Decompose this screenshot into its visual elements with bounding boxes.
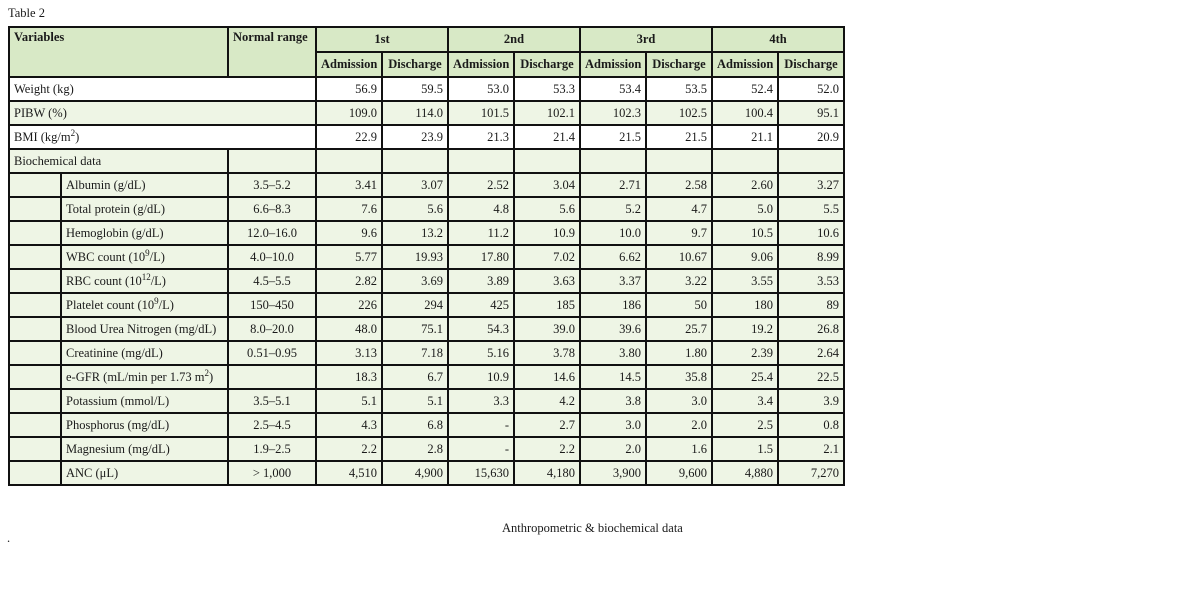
table-caption: Anthropometric & biochemical data (502, 521, 683, 535)
section-label: Biochemical data (9, 149, 228, 173)
value-cell: 53.4 (580, 77, 646, 101)
row-label: e-GFR (mL/min per 1.73 $m^2$) (61, 365, 228, 389)
empty-cell (580, 149, 646, 173)
value-cell: 109.0 (316, 101, 382, 125)
normal-range-cell: 2.5–4.5 (228, 413, 316, 437)
value-cell: 53.0 (448, 77, 514, 101)
value-cell: 102.1 (514, 101, 580, 125)
value-cell: 3.37 (580, 269, 646, 293)
anthropometric-biochemical-table (8, 26, 845, 486)
value-cell: 9,600 (646, 461, 712, 485)
normal-range-cell: 1.9–2.5 (228, 437, 316, 461)
value-cell: 10.9 (448, 365, 514, 389)
value-cell: 5.6 (514, 197, 580, 221)
value-cell: 25.7 (646, 317, 712, 341)
discharge-header: Discharge (646, 52, 712, 77)
value-cell: 2.60 (712, 173, 778, 197)
empty-cell (448, 149, 514, 173)
admission-header: Admission (316, 52, 382, 77)
row-label: Weight (kg) (9, 77, 316, 101)
row-label: Platelet count $(10^9/L)$ (61, 293, 228, 317)
value-cell: 7.02 (514, 245, 580, 269)
indent-cell (9, 221, 61, 245)
row-label: RBC count $(10^{12}/L)$ (61, 269, 228, 293)
value-cell: 2.82 (316, 269, 382, 293)
value-cell: 2.2 (514, 437, 580, 461)
value-cell: 53.5 (646, 77, 712, 101)
value-cell: 10.6 (778, 221, 844, 245)
value-cell: 2.8 (382, 437, 448, 461)
value-cell: 39.0 (514, 317, 580, 341)
value-cell: 3.3 (448, 389, 514, 413)
value-cell: 5.1 (382, 389, 448, 413)
table-row (9, 293, 844, 317)
value-cell: 3.9 (778, 389, 844, 413)
table-row (9, 389, 844, 413)
value-cell: 114.0 (382, 101, 448, 125)
value-cell: 53.3 (514, 77, 580, 101)
indent-cell (9, 293, 61, 317)
group-header-2nd: 2nd (448, 27, 580, 52)
table-row (9, 221, 844, 245)
value-cell: 6.7 (382, 365, 448, 389)
table-row (9, 269, 844, 293)
value-cell: 20.9 (778, 125, 844, 149)
empty-cell (228, 149, 316, 173)
value-cell: 7.6 (316, 197, 382, 221)
indent-cell (9, 437, 61, 461)
value-cell: 39.6 (580, 317, 646, 341)
trailing-mark: . (7, 531, 11, 545)
value-cell: 10.0 (580, 221, 646, 245)
value-cell: 185 (514, 293, 580, 317)
value-cell: 15,630 (448, 461, 514, 485)
normal-range-cell: 150–450 (228, 293, 316, 317)
discharge-header: Discharge (778, 52, 844, 77)
value-cell: 4.8 (448, 197, 514, 221)
value-cell: 3.22 (646, 269, 712, 293)
value-cell: 3.53 (778, 269, 844, 293)
value-cell: 9.7 (646, 221, 712, 245)
normal-range-cell: 3.5–5.1 (228, 389, 316, 413)
empty-cell (778, 149, 844, 173)
row-label: Magnesium (mg/dL) (61, 437, 228, 461)
value-cell: 35.8 (646, 365, 712, 389)
table-row (9, 437, 844, 461)
normal-range-header: Normal range (228, 27, 316, 77)
value-cell: 5.2 (580, 197, 646, 221)
value-cell: 56.9 (316, 77, 382, 101)
value-cell: 52.4 (712, 77, 778, 101)
value-cell: 59.5 (382, 77, 448, 101)
value-cell: 3.41 (316, 173, 382, 197)
discharge-header: Discharge (514, 52, 580, 77)
value-cell: 4.2 (514, 389, 580, 413)
indent-cell (9, 197, 61, 221)
value-cell: 425 (448, 293, 514, 317)
variables-header: Variables (9, 27, 228, 77)
value-cell: 102.5 (646, 101, 712, 125)
row-label: Creatinine (mg/dL) (61, 341, 228, 365)
value-cell: 2.52 (448, 173, 514, 197)
value-cell: 3.07 (382, 173, 448, 197)
value-cell: 2.71 (580, 173, 646, 197)
value-cell: 26.8 (778, 317, 844, 341)
table-row (9, 461, 844, 485)
value-cell: 3.27 (778, 173, 844, 197)
value-cell: 11.2 (448, 221, 514, 245)
indent-cell (9, 365, 61, 389)
row-label: Hemoglobin (g/dL) (61, 221, 228, 245)
value-cell: 2.58 (646, 173, 712, 197)
empty-cell (514, 149, 580, 173)
normal-range-cell: 4.5–5.5 (228, 269, 316, 293)
empty-cell (316, 149, 382, 173)
table-row (9, 77, 844, 101)
table-body (9, 77, 844, 485)
value-cell: 14.5 (580, 365, 646, 389)
value-cell: 25.4 (712, 365, 778, 389)
indent-cell (9, 389, 61, 413)
value-cell: 2.1 (778, 437, 844, 461)
value-cell: 5.16 (448, 341, 514, 365)
value-cell: 17.80 (448, 245, 514, 269)
value-cell: 4,880 (712, 461, 778, 485)
table-row (9, 101, 844, 125)
normal-range-cell: 4.0–10.0 (228, 245, 316, 269)
value-cell: 7,270 (778, 461, 844, 485)
value-cell: 8.99 (778, 245, 844, 269)
value-cell: 54.3 (448, 317, 514, 341)
value-cell: 6.8 (382, 413, 448, 437)
table-row (9, 413, 844, 437)
value-cell: 294 (382, 293, 448, 317)
section-row (9, 149, 844, 173)
value-cell: 3.63 (514, 269, 580, 293)
value-cell: 95.1 (778, 101, 844, 125)
value-cell: 9.06 (712, 245, 778, 269)
admission-header: Admission (580, 52, 646, 77)
value-cell: 4,900 (382, 461, 448, 485)
row-label: Phosphorus (mg/dL) (61, 413, 228, 437)
value-cell: 2.64 (778, 341, 844, 365)
group-header-1st: 1st (316, 27, 448, 52)
header-group-row (9, 27, 844, 52)
discharge-header: Discharge (382, 52, 448, 77)
indent-cell (9, 245, 61, 269)
value-cell: 3.0 (646, 389, 712, 413)
group-header-4th: 4th (712, 27, 844, 52)
value-cell: 10.67 (646, 245, 712, 269)
value-cell: 180 (712, 293, 778, 317)
value-cell: 102.3 (580, 101, 646, 125)
value-cell: 0.8 (778, 413, 844, 437)
value-cell: 5.77 (316, 245, 382, 269)
value-cell: 186 (580, 293, 646, 317)
value-cell: 9.6 (316, 221, 382, 245)
value-cell: 226 (316, 293, 382, 317)
value-cell: 19.2 (712, 317, 778, 341)
normal-range-cell: 3.5–5.2 (228, 173, 316, 197)
table-row (9, 197, 844, 221)
value-cell: 1.5 (712, 437, 778, 461)
row-label: WBC count $(10^9/L)$ (61, 245, 228, 269)
value-cell: 10.9 (514, 221, 580, 245)
value-cell: 100.4 (712, 101, 778, 125)
table-row (9, 125, 844, 149)
indent-cell (9, 461, 61, 485)
value-cell: 3.78 (514, 341, 580, 365)
normal-range-cell: 12.0–16.0 (228, 221, 316, 245)
value-cell: 21.4 (514, 125, 580, 149)
table-row (9, 317, 844, 341)
row-label: PIBW (%) (9, 101, 316, 125)
value-cell: 13.2 (382, 221, 448, 245)
value-cell: 2.0 (580, 437, 646, 461)
value-cell: 18.3 (316, 365, 382, 389)
value-cell: 10.5 (712, 221, 778, 245)
value-cell: 48.0 (316, 317, 382, 341)
value-cell: 2.2 (316, 437, 382, 461)
value-cell: 6.62 (580, 245, 646, 269)
value-cell: 2.7 (514, 413, 580, 437)
value-cell: 50 (646, 293, 712, 317)
value-cell: 2.5 (712, 413, 778, 437)
normal-range-cell: > 1,000 (228, 461, 316, 485)
table-row (9, 173, 844, 197)
value-cell: 75.1 (382, 317, 448, 341)
value-cell: 5.0 (712, 197, 778, 221)
row-label: ANC (μL) (61, 461, 228, 485)
table-row (9, 245, 844, 269)
value-cell: 4.7 (646, 197, 712, 221)
value-cell: 3.0 (580, 413, 646, 437)
normal-range-cell: 0.51–0.95 (228, 341, 316, 365)
value-cell: 3.4 (712, 389, 778, 413)
normal-range-cell: 8.0–20.0 (228, 317, 316, 341)
row-label: Blood Urea Nitrogen (mg/dL) (61, 317, 228, 341)
value-cell: 3.80 (580, 341, 646, 365)
value-cell: 21.3 (448, 125, 514, 149)
value-cell: 2.39 (712, 341, 778, 365)
value-cell: 3.13 (316, 341, 382, 365)
value-cell: - (448, 437, 514, 461)
value-cell: 22.9 (316, 125, 382, 149)
empty-cell (712, 149, 778, 173)
table-label: Table 2 (8, 6, 45, 20)
value-cell: 7.18 (382, 341, 448, 365)
indent-cell (9, 317, 61, 341)
value-cell: 3,900 (580, 461, 646, 485)
row-label: Potassium (mmol/L) (61, 389, 228, 413)
empty-cell (646, 149, 712, 173)
value-cell: 2.0 (646, 413, 712, 437)
normal-range-cell: 6.6–8.3 (228, 197, 316, 221)
value-cell: 3.55 (712, 269, 778, 293)
value-cell: 19.93 (382, 245, 448, 269)
value-cell: 22.5 (778, 365, 844, 389)
value-cell: 21.5 (580, 125, 646, 149)
row-label: Albumin (g/dL) (61, 173, 228, 197)
indent-cell (9, 413, 61, 437)
row-label: BMI $(kg/m^2)$ (9, 125, 316, 149)
admission-header: Admission (448, 52, 514, 77)
group-header-3rd: 3rd (580, 27, 712, 52)
row-label: Total protein (g/dL) (61, 197, 228, 221)
value-cell: 3.69 (382, 269, 448, 293)
value-cell: 4.3 (316, 413, 382, 437)
table-row (9, 341, 844, 365)
value-cell: 23.9 (382, 125, 448, 149)
value-cell: 5.1 (316, 389, 382, 413)
value-cell: 1.6 (646, 437, 712, 461)
value-cell: 4,510 (316, 461, 382, 485)
value-cell: 3.8 (580, 389, 646, 413)
value-cell: 3.04 (514, 173, 580, 197)
normal-range-cell (228, 365, 316, 389)
table-row (9, 365, 844, 389)
value-cell: 1.80 (646, 341, 712, 365)
value-cell: 89 (778, 293, 844, 317)
value-cell: 3.89 (448, 269, 514, 293)
value-cell: - (448, 413, 514, 437)
indent-cell (9, 341, 61, 365)
value-cell: 21.1 (712, 125, 778, 149)
value-cell: 14.6 (514, 365, 580, 389)
admission-header: Admission (712, 52, 778, 77)
value-cell: 5.6 (382, 197, 448, 221)
value-cell: 101.5 (448, 101, 514, 125)
value-cell: 52.0 (778, 77, 844, 101)
value-cell: 21.5 (646, 125, 712, 149)
value-cell: 4,180 (514, 461, 580, 485)
empty-cell (382, 149, 448, 173)
value-cell: 5.5 (778, 197, 844, 221)
indent-cell (9, 269, 61, 293)
indent-cell (9, 173, 61, 197)
